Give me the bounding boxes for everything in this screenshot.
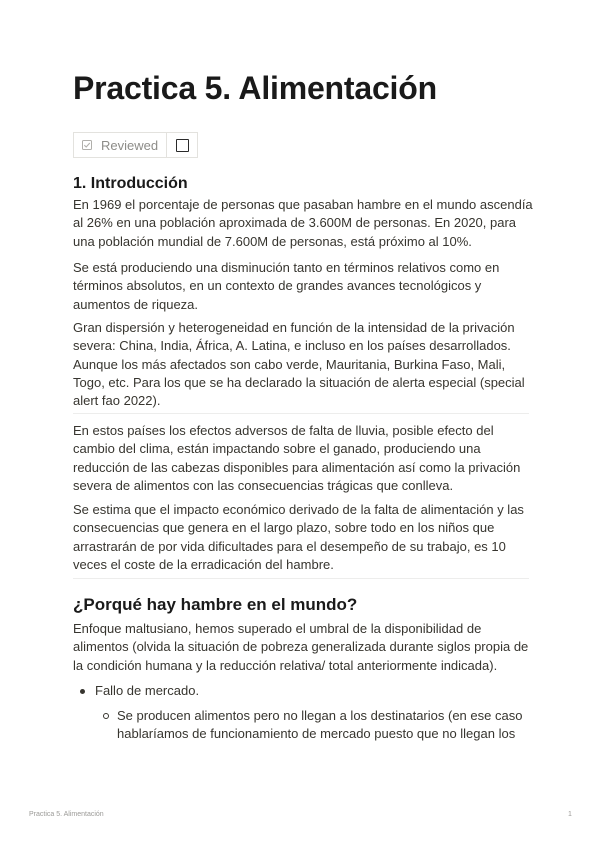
property-row (73, 132, 198, 158)
sub-list-item (103, 707, 533, 744)
paragraph-5: Se estima que el impacto económico derivado de la falta de alimentación y las consecuencias que genera en el largo plazo, sobre todo en los niños que arrastrarán de por vida dificultades para el desempeño de su trabajo, es 10 veces el coste de la erradicación del hambre. (73, 502, 524, 572)
property-name (74, 133, 167, 157)
divider (73, 578, 529, 579)
paragraph-3: Gran dispersión y heterogeneidad en función de la intensidad de la privación severa: China, India, África, A. Latina, e incluso en los países desarrollados. Aunque los más afectados son cabo verde, Mauritania, Burkina Faso, Mali, Togo, etc. Para los que se ha declarado la situación de alerta especial (special alert fao 2022). (73, 320, 525, 409)
paragraph-1: En 1969 el porcentaje de personas que pasaban hambre en el mundo ascendía al 26% en una población aproximada de 3.600M de personas. En 2020, para una población mundial de 7.600M de personas, está próximo al 10%. (73, 197, 533, 249)
page-title: Practica 5. Alimentación (73, 70, 437, 106)
paragraph-2: Se está produciendo una disminución tanto en términos relativos como en términos absolutos, en un contexto de grandes avances tecnológicos y aumentos de riqueza. (73, 260, 500, 312)
paragraph-6: Enfoque maltusiano, hemos superado el umbral de la disponibilidad de alimentos (olvida la situación de pobreza generalizada durante siglos propia de la condición humana y la reducción relativa/ total anteriormente indicada). (73, 621, 529, 673)
property-value (167, 133, 197, 157)
page-number: 1 (568, 811, 572, 818)
bullet-icon (80, 689, 85, 694)
divider (73, 413, 529, 414)
checkbox-property-icon (82, 140, 92, 150)
circle-bullet-icon (103, 713, 109, 719)
sub-list-item-text: Se producen alimentos pero no llegan a los destinatarios (en ese caso hablaríamos de funcionamiento de mercado puesto que no llegan los (117, 708, 523, 742)
paragraph-4: En estos países los efectos adversos de falta de lluvia, posible efecto del cambio del clima, están impactando sobre el ganado, produciendo una reducción de las cabezas disponibles para alimentación así como la privación severa de alimentos con las consecuencias trágicas que conlleva. (73, 423, 521, 493)
section-heading-intro: 1. Introducción (73, 175, 188, 192)
list-item-text: Fallo de mercado. (95, 683, 200, 698)
section-heading-hunger: ¿Porqué hay hambre en el mundo? (73, 595, 358, 614)
reviewed-checkbox[interactable] (176, 139, 189, 152)
property-label: Reviewed (101, 137, 159, 153)
footer-title: Practica 5. Alimentación (29, 811, 104, 818)
